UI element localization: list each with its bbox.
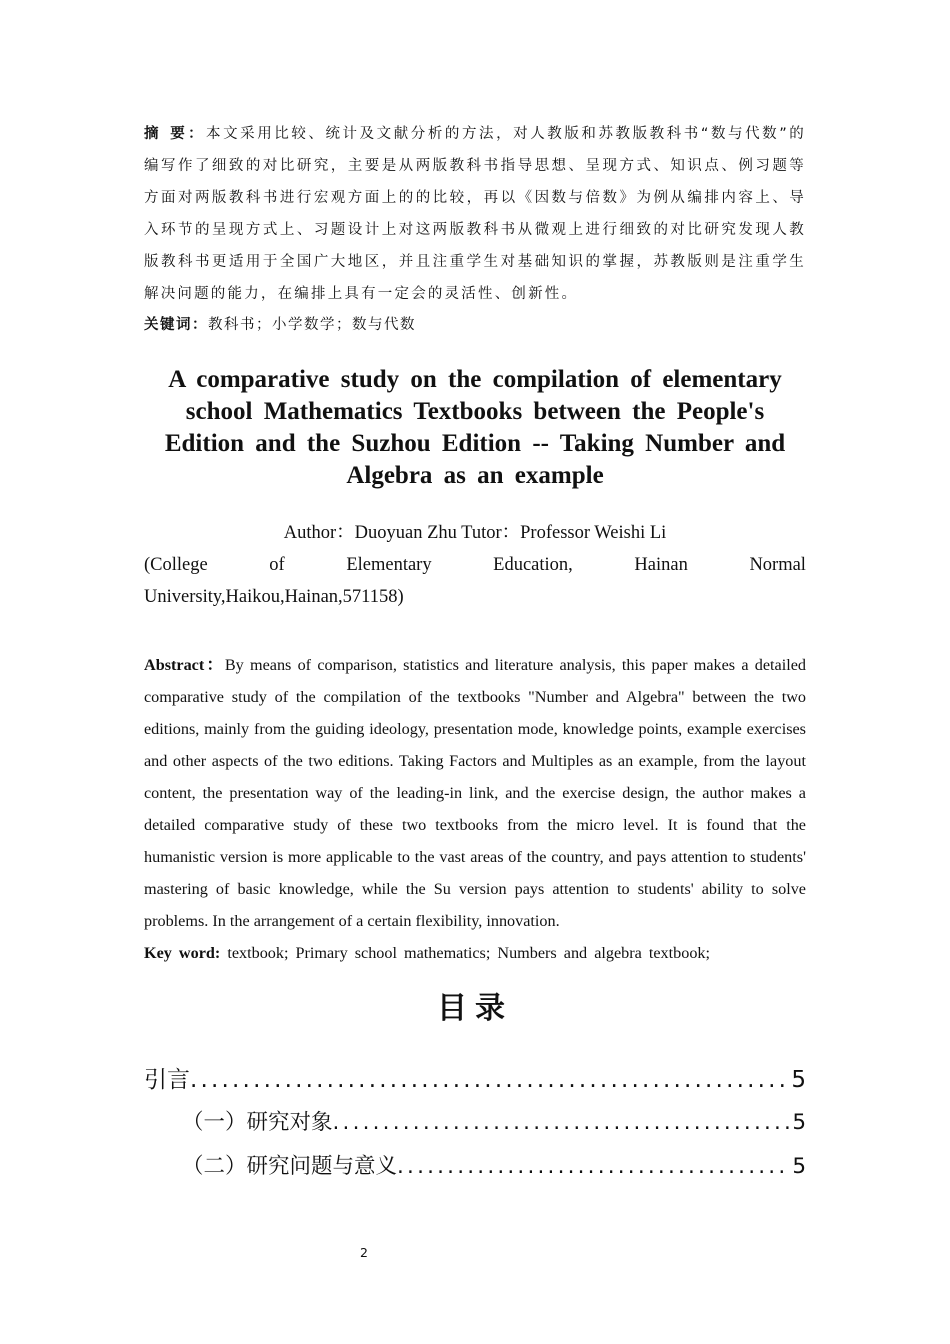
toc-title: 目录 xyxy=(437,991,513,1026)
chinese-abstract xyxy=(144,118,806,310)
affiliation-word: of xyxy=(269,555,285,575)
english-abstract-label: Abstract： xyxy=(144,656,225,674)
table-of-contents xyxy=(144,1061,806,1193)
english-keywords xyxy=(144,937,806,969)
english-title: A comparative study on the compilation of elementary school Mathematics Textbooks between the People's Edition and the Suzhou Edition -- Taking Number and Algebra as an example xyxy=(164,366,786,489)
toc-entry-title: （二）研究问题与意义 xyxy=(182,1154,398,1179)
toc-entry-page: 5 xyxy=(792,1110,806,1135)
affiliation-word: (College xyxy=(144,555,208,575)
affiliation xyxy=(144,549,806,613)
english-abstract-text: By means of comparison, statistics and literature analysis, this paper makes a detailed comparative study of the compilation of the textbooks "Number and Algebra" between the two editions, mainly from the guiding ideology, presentation mode, knowledge points, example exercises and other aspects of the two editions. Taking Factors and Multiples as an example, from the layout content, the presentation way of the leading-in link, and the exercise design, the author makes a detailed comparative study of these two textbooks from the micro level. It is found that the humanistic version is more applicable to the vast areas of the country, and pays attention to students' mastering of basic knowledge, while the Su version pays attention to students' ability to solve problems. In the arrangement of a certain flexibility, innovation. xyxy=(144,656,806,930)
chinese-keywords-text: 教科书；小学数学；数与代数 xyxy=(208,317,416,333)
affiliation-word: Normal xyxy=(749,555,806,575)
toc-entry[interactable] xyxy=(144,1105,806,1149)
affiliation-word: Education, xyxy=(493,555,573,575)
affiliation-word: Elementary xyxy=(346,555,432,575)
toc-entry-page: 5 xyxy=(792,1154,806,1179)
author-line: Author：Duoyuan Zhu Tutor：Professor Weishi Li xyxy=(283,523,667,543)
toc-entry[interactable] xyxy=(144,1061,806,1105)
english-abstract xyxy=(144,649,806,937)
affiliation-line-2: University,Haikou,Hainan,571158) xyxy=(144,587,404,607)
english-keywords-label: Key word: xyxy=(144,944,221,962)
chinese-abstract-label: 摘 要： xyxy=(144,126,207,142)
chinese-abstract-text: 本文采用比较、统计及文献分析的方法，对人教版和苏教版教科书“数与代数”的编写作了细致的对比研究，主要是从两版教科书指导思想、呈现方式、知识点、例习题等方面对两版教科书进行宏观方面上的的比较，再以《因数与倍数》为例从编排内容上、导入环节的呈现方式上、习题设计上对这两版教科书从微观上进行细致的对比研究发现人教版教科书更适用于全国广大地区，并且注重学生对基础知识的掌握，苏教版则是注重学生解决问题的能力，在编排上具有一定会的灵活性、创新性。 xyxy=(144,126,806,302)
chinese-keywords-label: 关键词： xyxy=(144,317,208,333)
toc-entry[interactable] xyxy=(144,1149,806,1193)
toc-leader-dots xyxy=(190,1067,789,1093)
toc-leader-dots xyxy=(333,1110,791,1135)
toc-leader-dots xyxy=(397,1154,790,1179)
affiliation-line-1 xyxy=(144,549,806,581)
toc-entry-title: （一）研究对象 xyxy=(182,1110,333,1135)
paper-page xyxy=(144,118,806,1193)
chinese-keywords xyxy=(144,310,806,340)
affiliation-word: Hainan xyxy=(634,555,688,575)
page-number: 2 xyxy=(360,1245,368,1260)
toc-entry-page: 5 xyxy=(791,1067,806,1093)
english-keywords-text: textbook; Primary school mathematics; Numbers and algebra textbook; xyxy=(220,944,711,962)
toc-entry-title: 引言 xyxy=(144,1067,190,1093)
